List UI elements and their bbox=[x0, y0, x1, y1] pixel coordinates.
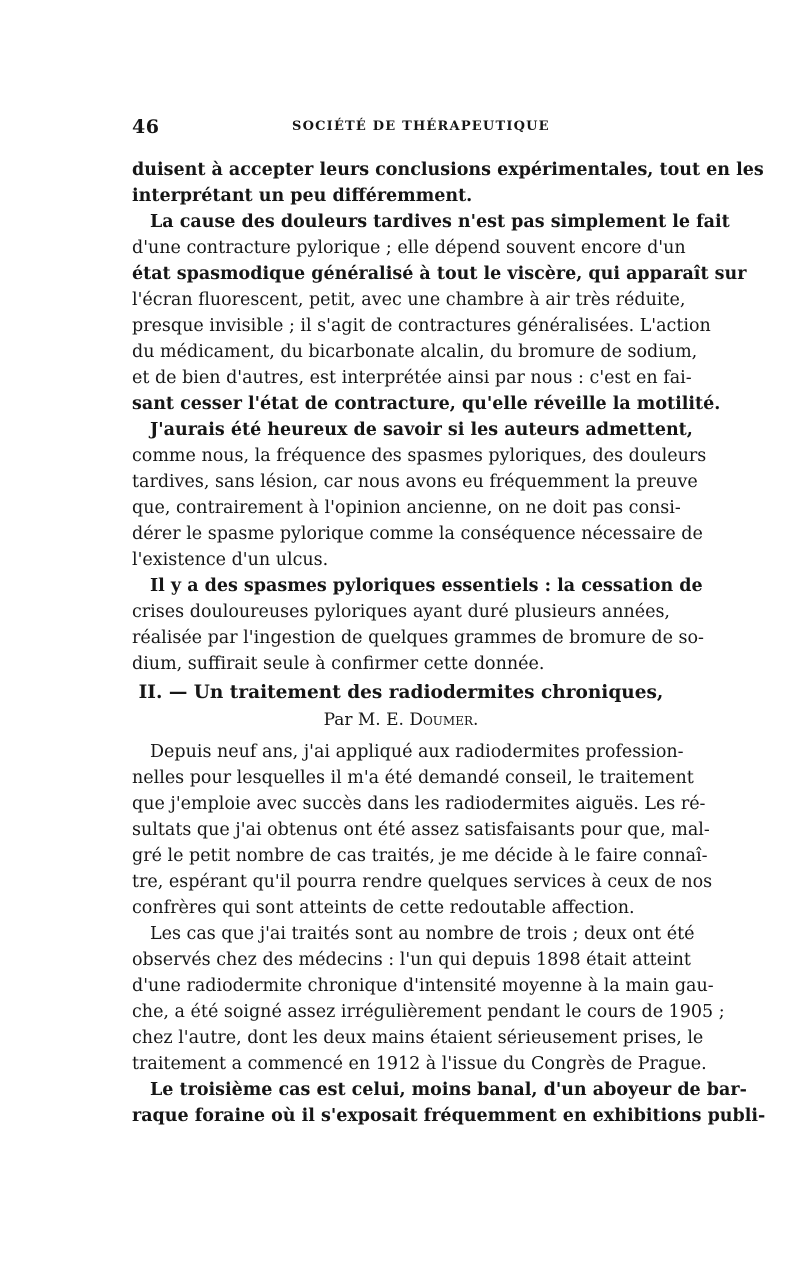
text-line: traitement a commencé en 1912 à l'issue du Congrès de Prague. bbox=[132, 1054, 707, 1074]
text-line: sant cesser l'état de contracture, qu'elle réveille la motilité. bbox=[132, 394, 721, 414]
text-line: d'une radiodermite chronique d'intensité moyenne à la main gau- bbox=[132, 976, 714, 996]
page-header bbox=[132, 116, 670, 140]
text-line: Les cas que j'ai traités sont au nombre de trois ; deux ont été bbox=[150, 924, 695, 944]
text-line: chez l'autre, dont les deux mains étaient sérieusement prises, le bbox=[132, 1028, 704, 1048]
text-line: comme nous, la fréquence des spasmes pyloriques, des douleurs bbox=[132, 446, 707, 466]
text-line: raque foraine où il s'exposait fréquemment en exhibitions publi- bbox=[132, 1106, 766, 1126]
text-line: La cause des douleurs tardives n'est pas simplement le fait bbox=[150, 212, 730, 232]
byline-prefix: Par M. E. bbox=[323, 710, 410, 730]
text-line: du médicament, du bicarbonate alcalin, du bromure de sodium, bbox=[132, 342, 698, 362]
text-line: dium, suffirait seule à confirmer cette donnée. bbox=[132, 654, 545, 674]
text-line: état spasmodique généralisé à tout le viscère, qui apparaît sur bbox=[132, 264, 747, 284]
text-line: J'aurais été heureux de savoir si les auteurs admettent, bbox=[150, 420, 693, 440]
text-line: dérer le spasme pylorique comme la conséquence nécessaire de bbox=[132, 524, 703, 544]
text-line: presque invisible ; il s'agit de contractures généralisées. L'action bbox=[132, 316, 711, 336]
text-line: che, a été soigné assez irrégulièrement pendant le cours de 1905 ; bbox=[132, 1002, 725, 1022]
text-line: gré le petit nombre de cas traités, je me décide à le faire connaî- bbox=[132, 846, 708, 866]
text-line: interprétant un peu différemment. bbox=[132, 186, 473, 206]
text-line: d'une contracture pylorique ; elle dépend souvent encore d'un bbox=[132, 238, 686, 258]
text-line: l'écran fluorescent, petit, avec une chambre à air très réduite, bbox=[132, 290, 686, 310]
text-line: que j'emploie avec succès dans les radiodermites aiguës. Les ré- bbox=[132, 794, 706, 814]
text-line: Le troisième cas est celui, moins banal, d'un aboyeur de bar- bbox=[150, 1080, 747, 1100]
running-title: SOCIÉTÉ DE THÉRAPEUTIQUE bbox=[292, 119, 550, 134]
text-line: tardives, sans lésion, car nous avons eu fréquemment la preuve bbox=[132, 472, 698, 492]
text-line: l'existence d'un ulcus. bbox=[132, 550, 329, 570]
text-line: et de bien d'autres, est interprétée ainsi par nous : c'est en fai- bbox=[132, 368, 692, 388]
text-line: que, contrairement à l'opinion ancienne, on ne doit pas consi- bbox=[132, 498, 681, 518]
text-line: duisent à accepter leurs conclusions expérimentales, tout en les bbox=[132, 160, 764, 180]
text-line: Il y a des spasmes pyloriques essentiels : la cessation de bbox=[150, 576, 703, 596]
text-line: tre, espérant qu'il pourra rendre quelques services à ceux de nos bbox=[132, 872, 713, 892]
text-line: sultats que j'ai obtenus ont été assez satisfaisants pour que, mal- bbox=[132, 820, 710, 840]
text-line: nelles pour lesquelles il m'a été demandé conseil, le traitement bbox=[132, 768, 694, 788]
author-name: Doumer. bbox=[409, 710, 479, 730]
section-title: II. — Un traitement des radiodermites chroniques, bbox=[138, 682, 664, 703]
text-line: Depuis neuf ans, j'ai appliqué aux radiodermites profession- bbox=[150, 742, 684, 762]
text-line: crises douloureuses pyloriques ayant duré plusieurs années, bbox=[132, 602, 670, 622]
text-line: réalisée par l'ingestion de quelques grammes de bromure de so- bbox=[132, 628, 704, 648]
text-line: observés chez des médecins : l'un qui depuis 1898 était atteint bbox=[132, 950, 691, 970]
text-line: confrères qui sont atteints de cette redoutable affection. bbox=[132, 898, 635, 918]
section-byline bbox=[132, 708, 670, 732]
page-number: 46 bbox=[132, 116, 160, 138]
